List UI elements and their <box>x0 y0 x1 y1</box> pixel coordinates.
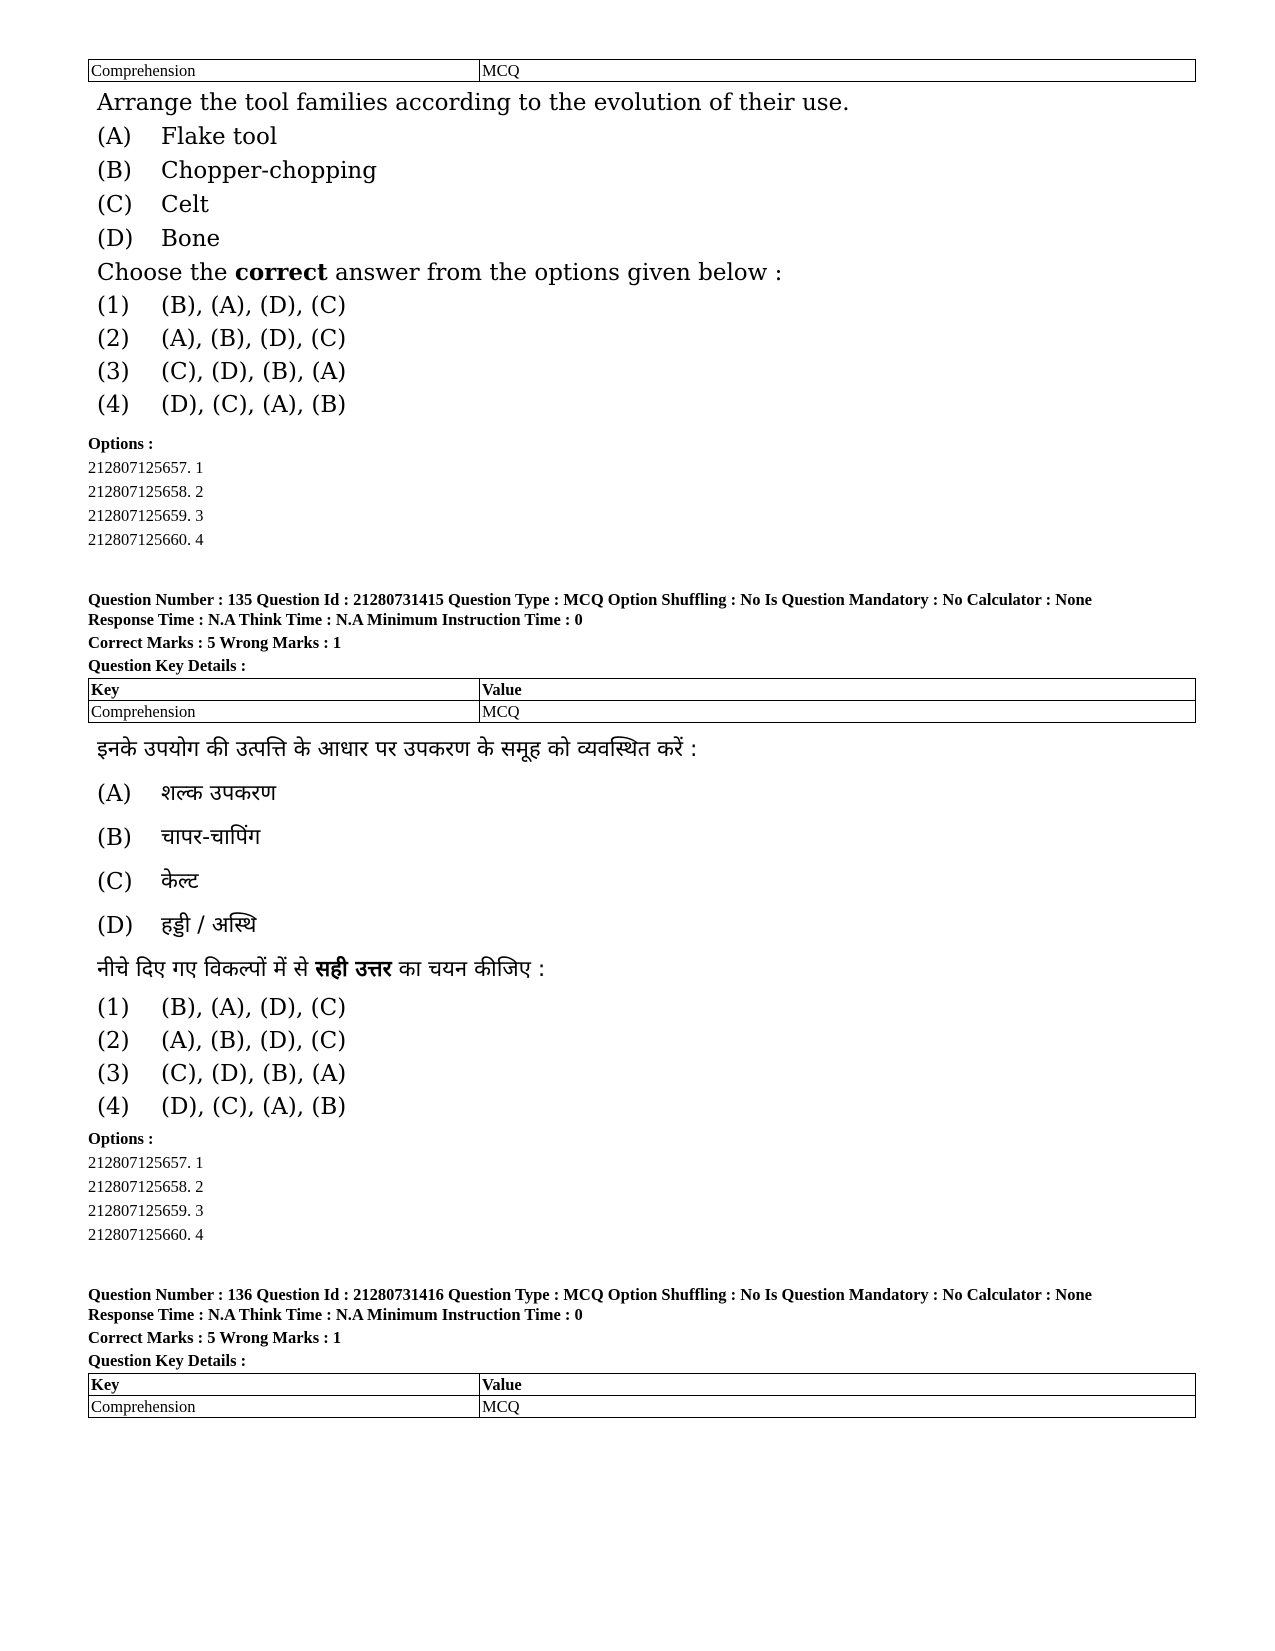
answer-choice <box>97 323 850 356</box>
item-tag: (D) <box>97 226 134 252</box>
options-list <box>88 432 204 552</box>
table-cell-key: Comprehension <box>89 1396 480 1418</box>
item-text: Chopper-chopping <box>161 158 377 184</box>
table-cell-value: MCQ <box>480 60 1196 82</box>
answer-instruction <box>97 948 697 992</box>
question-134-body <box>97 86 850 422</box>
answer-choice <box>97 356 850 389</box>
instruction-bold: correct <box>234 259 328 286</box>
top-key-table <box>88 59 1196 82</box>
question-meta-line-2: Response Time : N.A Think Time : N.A Minimum Instruction Time : 0 <box>88 610 583 629</box>
question-marks: Correct Marks : 5 Wrong Marks : 1 <box>88 633 342 652</box>
answer-choice <box>97 1091 697 1124</box>
option-item: 212807125659. 3 <box>88 1201 204 1220</box>
choice-text: (C), (D), (B), (A) <box>161 1061 347 1087</box>
item-tag: (A) <box>97 781 132 807</box>
table-cell-value: MCQ <box>480 1396 1196 1418</box>
answer-choice <box>97 1058 697 1091</box>
options-list <box>88 1127 204 1247</box>
instruction-text: नीचे दिए गए विकल्पों में से <box>97 957 316 982</box>
item-text: केल्ट <box>161 869 199 894</box>
list-item <box>97 154 850 188</box>
choice-text: (A), (B), (D), (C) <box>161 326 347 352</box>
item-text: Celt <box>161 192 209 218</box>
choice-text: (D), (C), (A), (B) <box>161 392 347 418</box>
question-meta-line-2: Response Time : N.A Think Time : N.A Minimum Instruction Time : 0 <box>88 1305 583 1324</box>
choice-text: (A), (B), (D), (C) <box>161 1028 347 1054</box>
item-tag: (C) <box>97 869 133 895</box>
instruction-text: Choose the <box>97 260 235 286</box>
option-item: 212807125657. 1 <box>88 1153 204 1172</box>
list-item <box>97 860 697 904</box>
table-header-row <box>89 1374 1196 1396</box>
instruction-bold: सही उत्तर <box>315 957 392 982</box>
choice-tag: (2) <box>97 326 130 352</box>
option-item: 212807125660. 4 <box>88 1225 204 1244</box>
key-value-table <box>88 1373 1196 1418</box>
table-header-key: Key <box>89 679 480 701</box>
options-label: Options : <box>88 434 154 453</box>
answer-choice <box>97 992 697 1025</box>
answer-instruction <box>97 256 850 290</box>
option-item: 212807125659. 3 <box>88 506 204 525</box>
instruction-text: answer from the options given below : <box>327 260 783 286</box>
item-tag: (B) <box>97 825 132 851</box>
item-tag: (D) <box>97 913 134 939</box>
answer-choice <box>97 389 850 422</box>
table-header-value: Value <box>480 1374 1196 1396</box>
item-text: चापर-चापिंग <box>161 825 261 850</box>
item-tag: (C) <box>97 192 133 218</box>
list-item <box>97 120 850 154</box>
item-text: Bone <box>161 226 221 252</box>
key-details-label: Question Key Details : <box>88 1351 247 1370</box>
choice-tag: (1) <box>97 293 130 319</box>
choice-text: (B), (A), (D), (C) <box>161 293 347 319</box>
table-cell-key: Comprehension <box>89 701 480 723</box>
question-stem: Arrange the tool families according to the evolution of their use. <box>97 90 850 116</box>
choice-text: (D), (C), (A), (B) <box>161 1094 347 1120</box>
choice-tag: (3) <box>97 1061 130 1087</box>
list-item <box>97 222 850 256</box>
question-meta-line-1: Question Number : 136 Question Id : 21280731416 Question Type : MCQ Option Shuffling : No Is Question Mandatory : No Calculator : None <box>88 1285 1092 1304</box>
instruction-text: का चयन कीजिए : <box>391 957 546 982</box>
choice-tag: (4) <box>97 392 130 418</box>
choice-tag: (2) <box>97 1028 130 1054</box>
table-row <box>89 701 1196 723</box>
option-item: 212807125657. 1 <box>88 458 204 477</box>
item-tag: (B) <box>97 158 132 184</box>
item-tag: (A) <box>97 124 132 150</box>
option-item: 212807125660. 4 <box>88 530 204 549</box>
option-item: 212807125658. 2 <box>88 1177 204 1196</box>
choice-tag: (1) <box>97 995 130 1021</box>
choice-text: (B), (A), (D), (C) <box>161 995 347 1021</box>
item-text: Flake tool <box>161 124 278 150</box>
list-item <box>97 188 850 222</box>
option-item: 212807125658. 2 <box>88 482 204 501</box>
list-item <box>97 772 697 816</box>
key-value-table <box>88 678 1196 723</box>
choice-tag: (3) <box>97 359 130 385</box>
item-text: शल्क उपकरण <box>161 781 277 806</box>
question-meta-line-1: Question Number : 135 Question Id : 21280731415 Question Type : MCQ Option Shuffling : No Is Question Mandatory : No Calculator : None <box>88 590 1092 609</box>
choice-text: (C), (D), (B), (A) <box>161 359 347 385</box>
table-row <box>89 60 1196 82</box>
list-item <box>97 816 697 860</box>
question-marks: Correct Marks : 5 Wrong Marks : 1 <box>88 1328 342 1347</box>
question-135-body <box>97 728 697 1124</box>
table-header-row <box>89 679 1196 701</box>
table-cell-value: MCQ <box>480 701 1196 723</box>
key-details-label: Question Key Details : <box>88 656 247 675</box>
answer-choice <box>97 1025 697 1058</box>
table-row <box>89 1396 1196 1418</box>
question-stem: इनके उपयोग की उत्पत्ति के आधार पर उपकरण के समूह को व्यवस्थित करें : <box>97 737 698 762</box>
item-text: हड्डी / अस्थि <box>161 913 257 938</box>
list-item <box>97 904 697 948</box>
options-label: Options : <box>88 1129 154 1148</box>
table-header-value: Value <box>480 679 1196 701</box>
table-cell-key: Comprehension <box>89 60 480 82</box>
answer-choice <box>97 290 850 323</box>
table-header-key: Key <box>89 1374 480 1396</box>
choice-tag: (4) <box>97 1094 130 1120</box>
